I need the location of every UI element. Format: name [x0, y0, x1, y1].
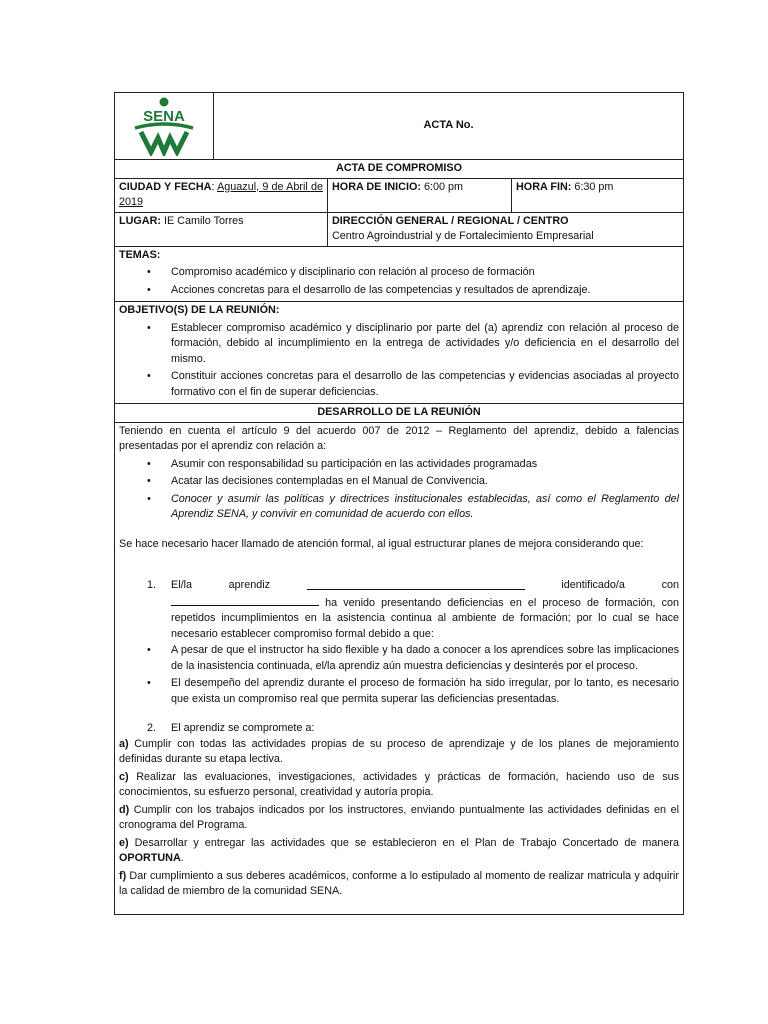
- lugar-value: IE Camilo Torres: [160, 214, 244, 227]
- desarrollo-title-row: [115, 404, 683, 423]
- list-item: • Acciones concretas para el desarrollo de las competencias y resultados de aprendizaje.: [119, 283, 679, 299]
- acta-document: [114, 92, 684, 915]
- hora-fin-cell: [511, 179, 683, 212]
- hora-fin-label: HORA FIN:: [516, 180, 572, 193]
- point-1-text: [171, 594, 679, 643]
- temas-label: TEMAS:: [119, 248, 161, 261]
- identificacion-blank[interactable]: [171, 594, 319, 606]
- list-item: • Compromiso académico y disciplinario con relación al proceso de formación: [119, 265, 679, 281]
- point-1-bullets: [119, 643, 679, 707]
- document-title: ACTA DE COMPROMISO: [336, 162, 462, 174]
- desarrollo-title: DESARROLLO DE LA REUNIÓN: [317, 406, 481, 418]
- commitment-item: [119, 737, 679, 768]
- commitment-bold-tail: OPORTUNA: [119, 852, 181, 864]
- list-item: • Asumir con responsabilidad su participación en las actividades programadas: [119, 457, 679, 473]
- point-2-number: 2.: [147, 722, 157, 734]
- list-item: • El desempeño del aprendiz durante el proceso de formación ha sido irregular, por lo tanto, es necesario que exista un compromiso real que permita superar las deficiencias presentadas.: [119, 676, 679, 707]
- lugar-label: LUGAR:: [119, 214, 161, 227]
- hora-inicio-value: 6:00 pm: [420, 180, 463, 193]
- header-row: [115, 93, 683, 160]
- point-1-rest: ha venido presentando deficiencias en el proceso de formación, con repetidos incumplimientos en la asistencia continua al ambiente de formación; por lo cual se hace necesario establecer compromiso formal debido a que:: [171, 596, 679, 640]
- aprendiz-name-blank[interactable]: [307, 578, 525, 590]
- objetivos-label: OBJETIVO(S) DE LA REUNIÓN:: [119, 304, 280, 316]
- point-2: [119, 721, 679, 737]
- list-item: • Conocer y asumir las políticas y directrices institucionales establecidas, así como el Reglamento del Aprendiz SENA, y convivir en comunidad de acuerdo con ellos.: [119, 492, 679, 523]
- commitment-item: [119, 869, 679, 900]
- temas-list: [119, 265, 679, 298]
- commitment-text: Realizar las evaluaciones, investigaciones, actividades y prácticas de formación, haciendo uso de sus conocimientos, su esfuerzo personal, creatividad y autoría propia.: [119, 770, 679, 798]
- commitment-text: Cumplir con los trabajos indicados por los instructores, enviando puntualmente las actividades definidas en el cronograma del Programa.: [119, 803, 679, 831]
- objetivos-cell: [115, 302, 683, 403]
- desarrollo-body: [115, 423, 683, 914]
- ciudad-sep: :: [211, 180, 218, 193]
- point-1-first-line: [171, 578, 679, 594]
- commitment-letter: d): [119, 803, 130, 816]
- temas-cell: [115, 247, 683, 302]
- list-item: • Establecer compromiso académico y disciplinario por parte del (a) aprendiz con relación al proceso de formación, debido al incumplimiento en la entrega de actividades y/o deficiencia en el desarrollo del mismo.: [119, 321, 679, 368]
- lugar-cell: [115, 213, 327, 246]
- hora-inicio-cell: [327, 179, 511, 212]
- ciudad-value: Aguazul, 9 de Abril de 2019: [119, 180, 324, 208]
- commitment-letter: f): [119, 869, 127, 882]
- desarrollo-body-row: [115, 423, 683, 914]
- ciudad-label: CIUDAD Y FECHA: [119, 180, 212, 193]
- commitment-text: Desarrollar y entregar las actividades que se establecieron en el Plan de Trabajo Concertado de manera: [128, 836, 679, 849]
- direccion-cell: [327, 213, 683, 246]
- objetivos-list: [119, 321, 679, 401]
- title-row: [115, 160, 683, 179]
- direccion-value: Centro Agroindustrial y de Fortalecimiento Empresarial: [332, 230, 594, 242]
- commitment-text: Cumplir con todas las actividades propias de su proceso de aprendizaje y de los planes de mejoramiento definidas durante su etapa lectiva.: [119, 737, 679, 765]
- commitment-letter: e): [119, 836, 129, 849]
- desarrollo-list: [119, 457, 679, 523]
- meta-row-2: [115, 213, 683, 247]
- point-1-word: identificado/a: [561, 579, 625, 591]
- point-1-word: El/la: [171, 579, 193, 591]
- list-item: • Acatar las decisiones contempladas en el Manual de Convivencia.: [119, 474, 679, 490]
- point-1-word: con: [661, 579, 679, 591]
- list-item: • Constituir acciones concretas para el desarrollo de las competencias y evidencias asociadas al proyecto formativo con el fin de superar deficiencias.: [119, 369, 679, 400]
- commitment-text: Dar cumplimiento a sus deberes académicos, conforme a lo estipulado al momento de realizar matricula y adquirir la calidad de miembro de la comunidad SENA.: [119, 869, 679, 897]
- commitment-letter: a): [119, 737, 129, 750]
- point-1-number: 1.: [147, 579, 157, 591]
- point-2-text: El aprendiz se compromete a:: [171, 722, 315, 734]
- sena-logo-icon: [129, 96, 199, 156]
- meta-row-1: [115, 179, 683, 213]
- ciudad-fecha-cell: [115, 179, 327, 212]
- acta-number: ACTA No.: [213, 93, 683, 159]
- commitment-item: [119, 803, 679, 834]
- hora-inicio-label: HORA DE INICIO:: [332, 180, 421, 193]
- sena-logo: [115, 93, 213, 159]
- list-item: • A pesar de que el instructor ha sido flexible y ha dado a conocer a los aprendices sobre las implicaciones de la inasistencia continuada, el/la aprendiz aún muestra deficiencias y desinterés por el proceso.: [119, 643, 679, 674]
- point-1: [119, 578, 679, 642]
- commitment-item: [119, 770, 679, 801]
- llamado-atencion: Se hace necesario hacer llamado de atención formal, al igual estructurar planes de mejora considerando que:: [119, 537, 644, 550]
- objetivos-row: [115, 302, 683, 404]
- direccion-label: DIRECCIÓN GENERAL / REGIONAL / CENTRO: [332, 214, 569, 227]
- commitment-item: e) Desarrollar y entregar las actividades que se establecieron en el Plan de Trabajo Concertado de manera OPORTUNA.: [119, 836, 679, 864]
- desarrollo-intro: Teniendo en cuenta el artículo 9 del acuerdo 007 de 2012 – Reglamento del aprendiz, debido a falencias presentadas por el aprendiz con relación a:: [119, 424, 679, 452]
- temas-row: [115, 247, 683, 303]
- point-1-word: aprendiz: [228, 579, 271, 591]
- commitment-letter: c): [119, 770, 129, 783]
- hora-fin-value: 6:30 pm: [571, 180, 614, 193]
- logo-text: SENA: [143, 108, 185, 125]
